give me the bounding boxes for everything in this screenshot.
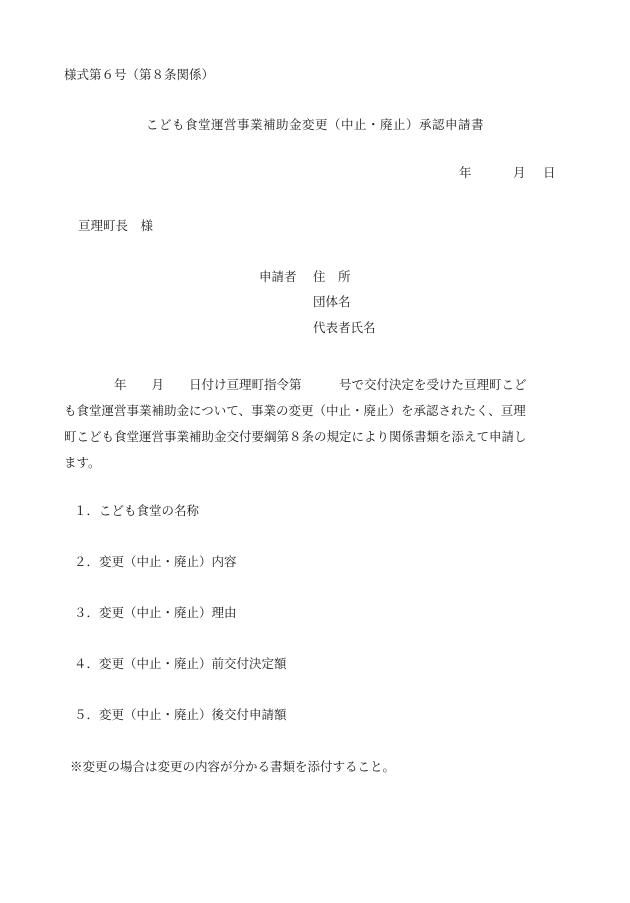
item-cafeteria-name: １．こども食堂の名称 [74,503,200,518]
body-line-2: も食堂運営事業補助金について、事業の変更（中止・廃止）を承認されたく、亘理 [64,403,526,418]
date-line [459,167,556,180]
date-month-label: 月 [513,165,526,180]
application-body [64,372,570,476]
document-title: こども食堂運営事業補助金変更（中止・廃止）承認申請書 [145,117,484,132]
item-amount-after: ５．変更（中止・廃止）後交付申請額 [74,707,287,722]
body-line-1: 年 月 日付け亘理町指令第 号で交付決定を受けた亘理町こど [64,377,527,392]
addressee: 亘理町長 様 [78,218,154,233]
item-change-content: ２．変更（中止・廃止）内容 [74,554,237,569]
date-year-label: 年 [459,165,472,180]
date-day-label: 日 [543,165,556,180]
body-line-4: ます。 [64,455,101,470]
item-change-reason: ３．変更（中止・廃止）理由 [74,605,237,620]
applicant-address-label: 住 所 [313,269,351,284]
body-line-3: 町こども食堂運営事業補助金交付要綱第８条の規定により関係書類を添えて申請し [64,429,527,444]
applicant-organization-label: 団体名 [313,294,351,309]
form-number: 様式第６号（第８条関係） [64,67,215,82]
applicant-representative-label: 代表者氏名 [313,320,376,335]
applicant-label: 申請者 [259,269,297,284]
item-amount-before: ４．変更（中止・廃止）前交付決定額 [74,656,287,671]
attachment-note: ※変更の場合は変更の内容が分かる書類を添付すること。 [70,759,396,774]
